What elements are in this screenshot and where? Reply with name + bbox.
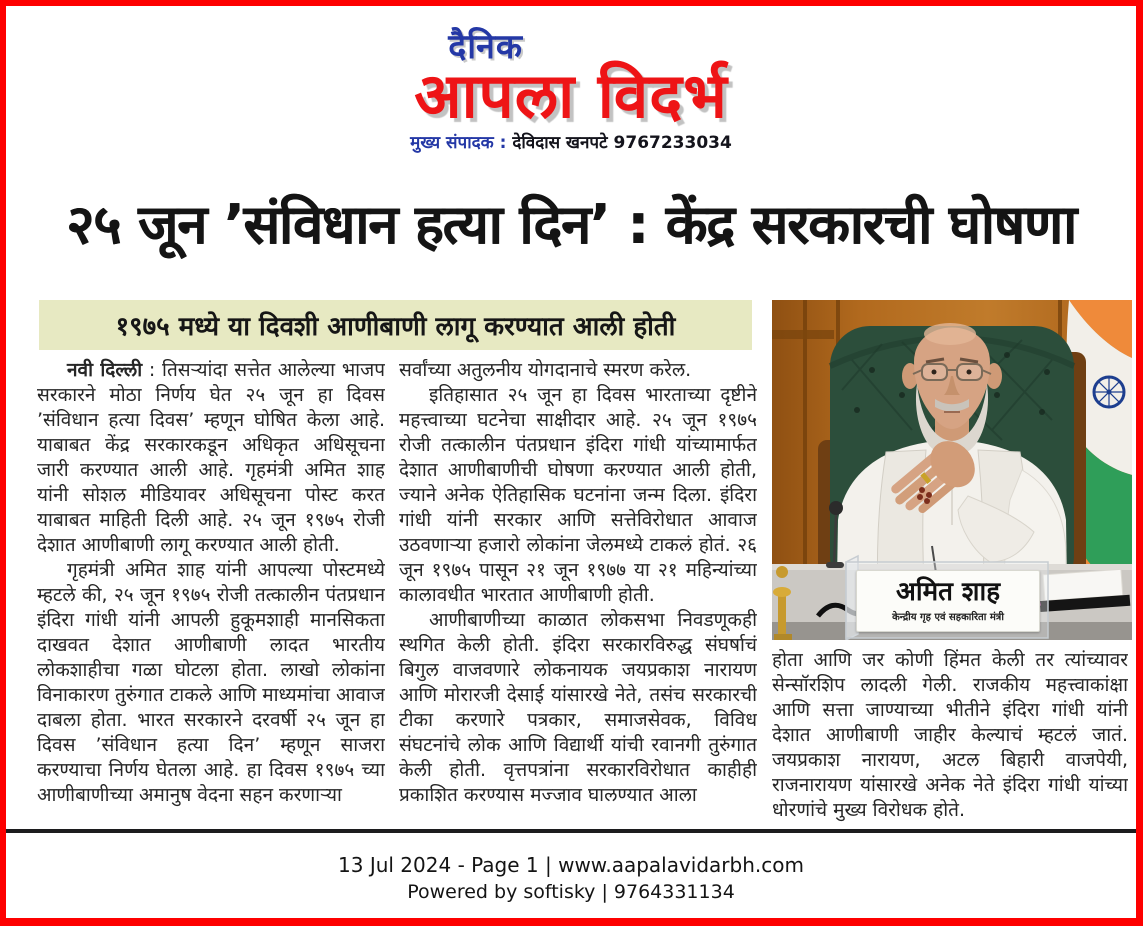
masthead-tagline <box>6 130 1136 153</box>
article-column-2 <box>399 358 757 830</box>
nameplate <box>856 570 1040 632</box>
col1-paragraph-1-text: : तिसऱ्यांदा सत्तेत आलेल्या भाजप सरकारने मोठा निर्णय घेत २५ जून हा दिवस ’संविधान हत्या दिवस’ म्हणून घोषित केला आहे. याबाबत केंद्र सरकारकडून अधिकृत अधिसूचना जारी करण्यात आली आहे. गृहमंत्री अमित शाह यांनी सोशल मीडियावर अधिसूचना पोस्ट करत याबाबत माहिती दिली आहे. २५ जून १९७५ रोजी देशात आणीबाणी लागू करण्यात आली होती. <box>37 359 385 556</box>
editor-value: देविदास खनपटे 9767233034 <box>512 133 732 154</box>
amit-shah-photo <box>772 300 1132 640</box>
headline: २५ जून ’संविधान हत्या दिन’ : केंद्र सरकारची घोषणा <box>66 193 1076 256</box>
dateline: नवी दिल्ली <box>67 359 143 381</box>
footer <box>6 851 1136 906</box>
col2-paragraph-1: सर्वांच्या अतुलनीय योगदानाचे स्मरण करेल. <box>399 359 692 381</box>
wood-rail <box>772 330 834 339</box>
article-column-3 <box>772 648 1128 828</box>
masthead-logo <box>414 27 728 132</box>
article-column-1 <box>37 358 385 830</box>
col2-paragraph-2: इतिहासात २५ जून हा दिवस भारताच्या दृष्टीने महत्त्वाच्या घटनेचा साक्षीदार आहे. २५ जून १९७५ रोजी तत्कालीन पंतप्रधान इंदिरा गांधी यांच्यामार्फत देशात आणीबाणीची घोषणा करण्यात आली होती, ज्याने अनेक ऐतिहासिक घटनांना जन्म दिला. इंदिरा गांधी यांनी सरकार आणि सत्तेविरोधात आवाज उठवणाऱ्या हजारो लोकांना जेलमध्ये टाकलं होतं. २६ जून १९७५ पासून २१ जून १९७७ या २१ महिन्यांच्या कालावधीत भारतात आणीबाणी होती. <box>399 384 757 606</box>
editor-label: मुख्य संपादक : <box>410 133 507 154</box>
masthead-daily-label: दैनिक <box>448 27 524 67</box>
footer-divider <box>6 829 1136 833</box>
nameplate-title: केन्द्रीय गृह एवं सहकारिता मंत्री <box>892 611 1004 623</box>
subheadline-text: १९७५ मध्ये या दिवशी आणीबाणी लागू करण्यात आली होती <box>115 312 676 342</box>
masthead-title: आपला विदर्भ <box>414 59 728 132</box>
col3-paragraph-1: होता आणि जर कोणी हिंमत केली तर त्यांच्यावर सेन्सॉरशिप लादली गेली. राजकीय महत्त्वाकांक्षा आणि सत्ता जाण्याच्या भीतीने इंदिरा गांधी यांनी देशात आणीबाणी जाहीर केल्याचं म्हटलं जातं. जयप्रकाश नारायण, अटल बिहारी वाजपेयी, राजनारायण यांसारखे अनेक नेते इंदिरा गांधी यांच्या धोरणांचे मुख्य विरोधक होते. <box>772 649 1128 821</box>
ashoka-chakra-icon <box>1094 377 1124 407</box>
masthead <box>6 27 1136 154</box>
footer-powered-by: Powered by softisky | 9764331134 <box>407 881 735 903</box>
papers <box>1043 569 1123 600</box>
nameplate-name: अमित शाह <box>895 577 1001 608</box>
subheadline-box <box>39 300 752 350</box>
col1-paragraph-1 <box>37 358 385 558</box>
col1-paragraph-2: गृहमंत्री अमित शाह यांनी आपल्या पोस्टमध्ये म्हटले की, २५ जून १९७५ रोजी तत्कालीन पंतप्रधान इंदिरा गांधी यांनी आपली हुकूमशाही मानसिकता दाखवत देशात आणीबाणी लादत भारतीय लोकशाहीचा गळा घोटला होता. लाखो लोकांना विनाकारण तुरुंगात टाकले आणि माध्यमांचा आवाज दाबला होता. भारत सरकारने दरवर्षी २५ जून हा दिवस ’संविधान हत्या दिन’ म्हणून साजरा करण्याचा निर्णय घेतला आहे. हा दिवस १९७५ च्या आणीबाणीच्या अमानुष वेदना सहन करणाऱ्या <box>37 559 385 806</box>
col2-paragraph-3: आणीबाणीच्या काळात लोकसभा निवडणूकही स्थगित केली होती. इंदिरा सरकारविरुद्ध संघर्षाचं बिगुल वाजवणारे लोकनायक जयप्रकाश नारायण आणि मोरारजी देसाई यांसारखे नेते, तसंच सरकारची टीका करणारे पत्रकार, समाजसेवक, विविध संघटनांचे लोक आणि विद्यार्थी यांची रवानगी तुरुंगात केली होती. वृत्तपत्रांना सरकारविरोधात काहीही प्रकाशित करण्यास मज्जाव घालण्यात आला <box>399 609 757 806</box>
footer-date-page-url: 13 Jul 2024 - Page 1 | www.aapalavidarbh.com <box>338 853 804 877</box>
